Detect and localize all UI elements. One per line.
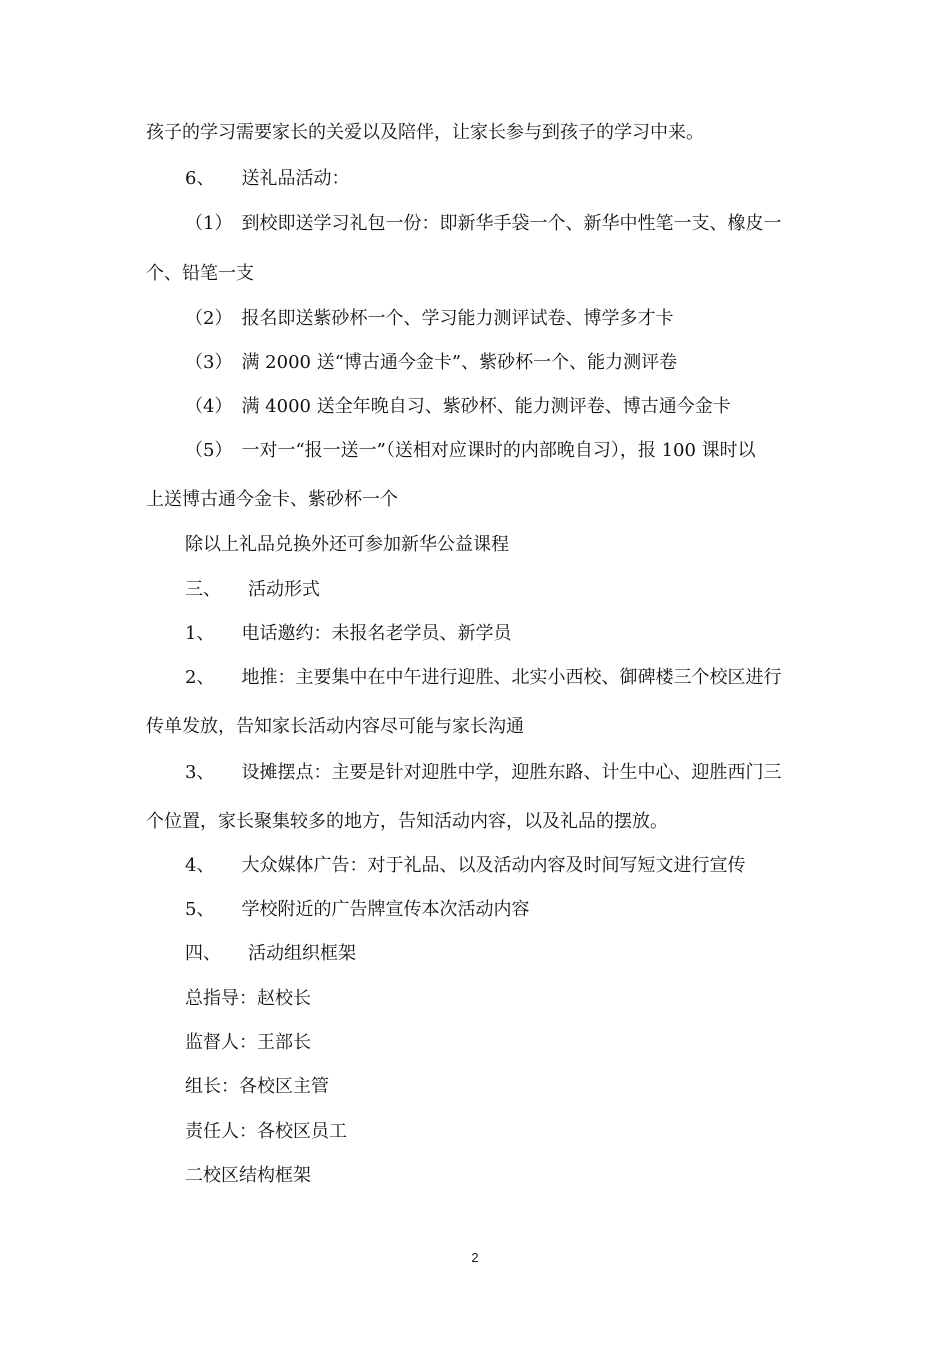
body-line: 二校区结构框架 — [185, 1165, 311, 1186]
list-item: （4） 满 4000 送全年晚自习、紫砂杯、能力测评卷、博古通今金卡 — [185, 396, 731, 417]
body-line: 除以上礼品兑换外还可参加新华公益课程 — [185, 534, 509, 555]
body-line: 孩子的学习需要家长的关爱以及陪伴，让家长参与到孩子的学习中来。 — [146, 122, 704, 143]
list-item-continuation: 上送博古通今金卡、紫砂杯一个 — [146, 489, 398, 510]
list-item: 1、 电话邀约：未报名老学员、新学员 — [185, 623, 512, 644]
list-item: 2、 地推：主要集中在中午进行迎胜、北实小西校、御碑楼三个校区进行 — [185, 667, 782, 688]
list-item-continuation: 个位置，家长聚集较多的地方，告知活动内容，以及礼品的摆放。 — [146, 811, 668, 832]
list-item: （2） 报名即送紫砂杯一个、学习能力测评试卷、博学多才卡 — [185, 308, 674, 329]
page-number: 2 — [471, 1250, 479, 1265]
list-item-continuation: 传单发放，告知家长活动内容尽可能与家长沟通 — [146, 716, 524, 737]
section-heading: 三、 活动形式 — [185, 579, 320, 600]
list-item: 4、 大众媒体广告：对于礼品、以及活动内容及时间写短文进行宣传 — [185, 855, 746, 876]
role-line: 责任人：各校区员工 — [185, 1121, 347, 1142]
list-item: （3） 满 2000 送“博古通今金卡”、紫砂杯一个、能力测评卷 — [185, 352, 678, 373]
list-item-heading: 6、 送礼品活动： — [185, 168, 350, 189]
list-item: 5、 学校附近的广告牌宣传本次活动内容 — [185, 899, 530, 920]
list-item: 3、 设摊摆点：主要是针对迎胜中学，迎胜东路、计生中心、迎胜西门三 — [185, 762, 782, 783]
section-heading: 四、 活动组织框架 — [185, 943, 356, 964]
role-line: 总指导：赵校长 — [185, 988, 311, 1009]
list-item-continuation: 个、铅笔一支 — [146, 263, 254, 284]
role-line: 监督人：王部长 — [185, 1032, 311, 1053]
list-item: （1） 到校即送学习礼包一份：即新华手袋一个、新华中性笔一支、橡皮一 — [185, 213, 782, 234]
role-line: 组长：各校区主管 — [185, 1076, 329, 1097]
list-item: （5） 一对一“报一送一”（送相对应课时的内部晚自习），报 100 课时以 — [185, 440, 756, 461]
